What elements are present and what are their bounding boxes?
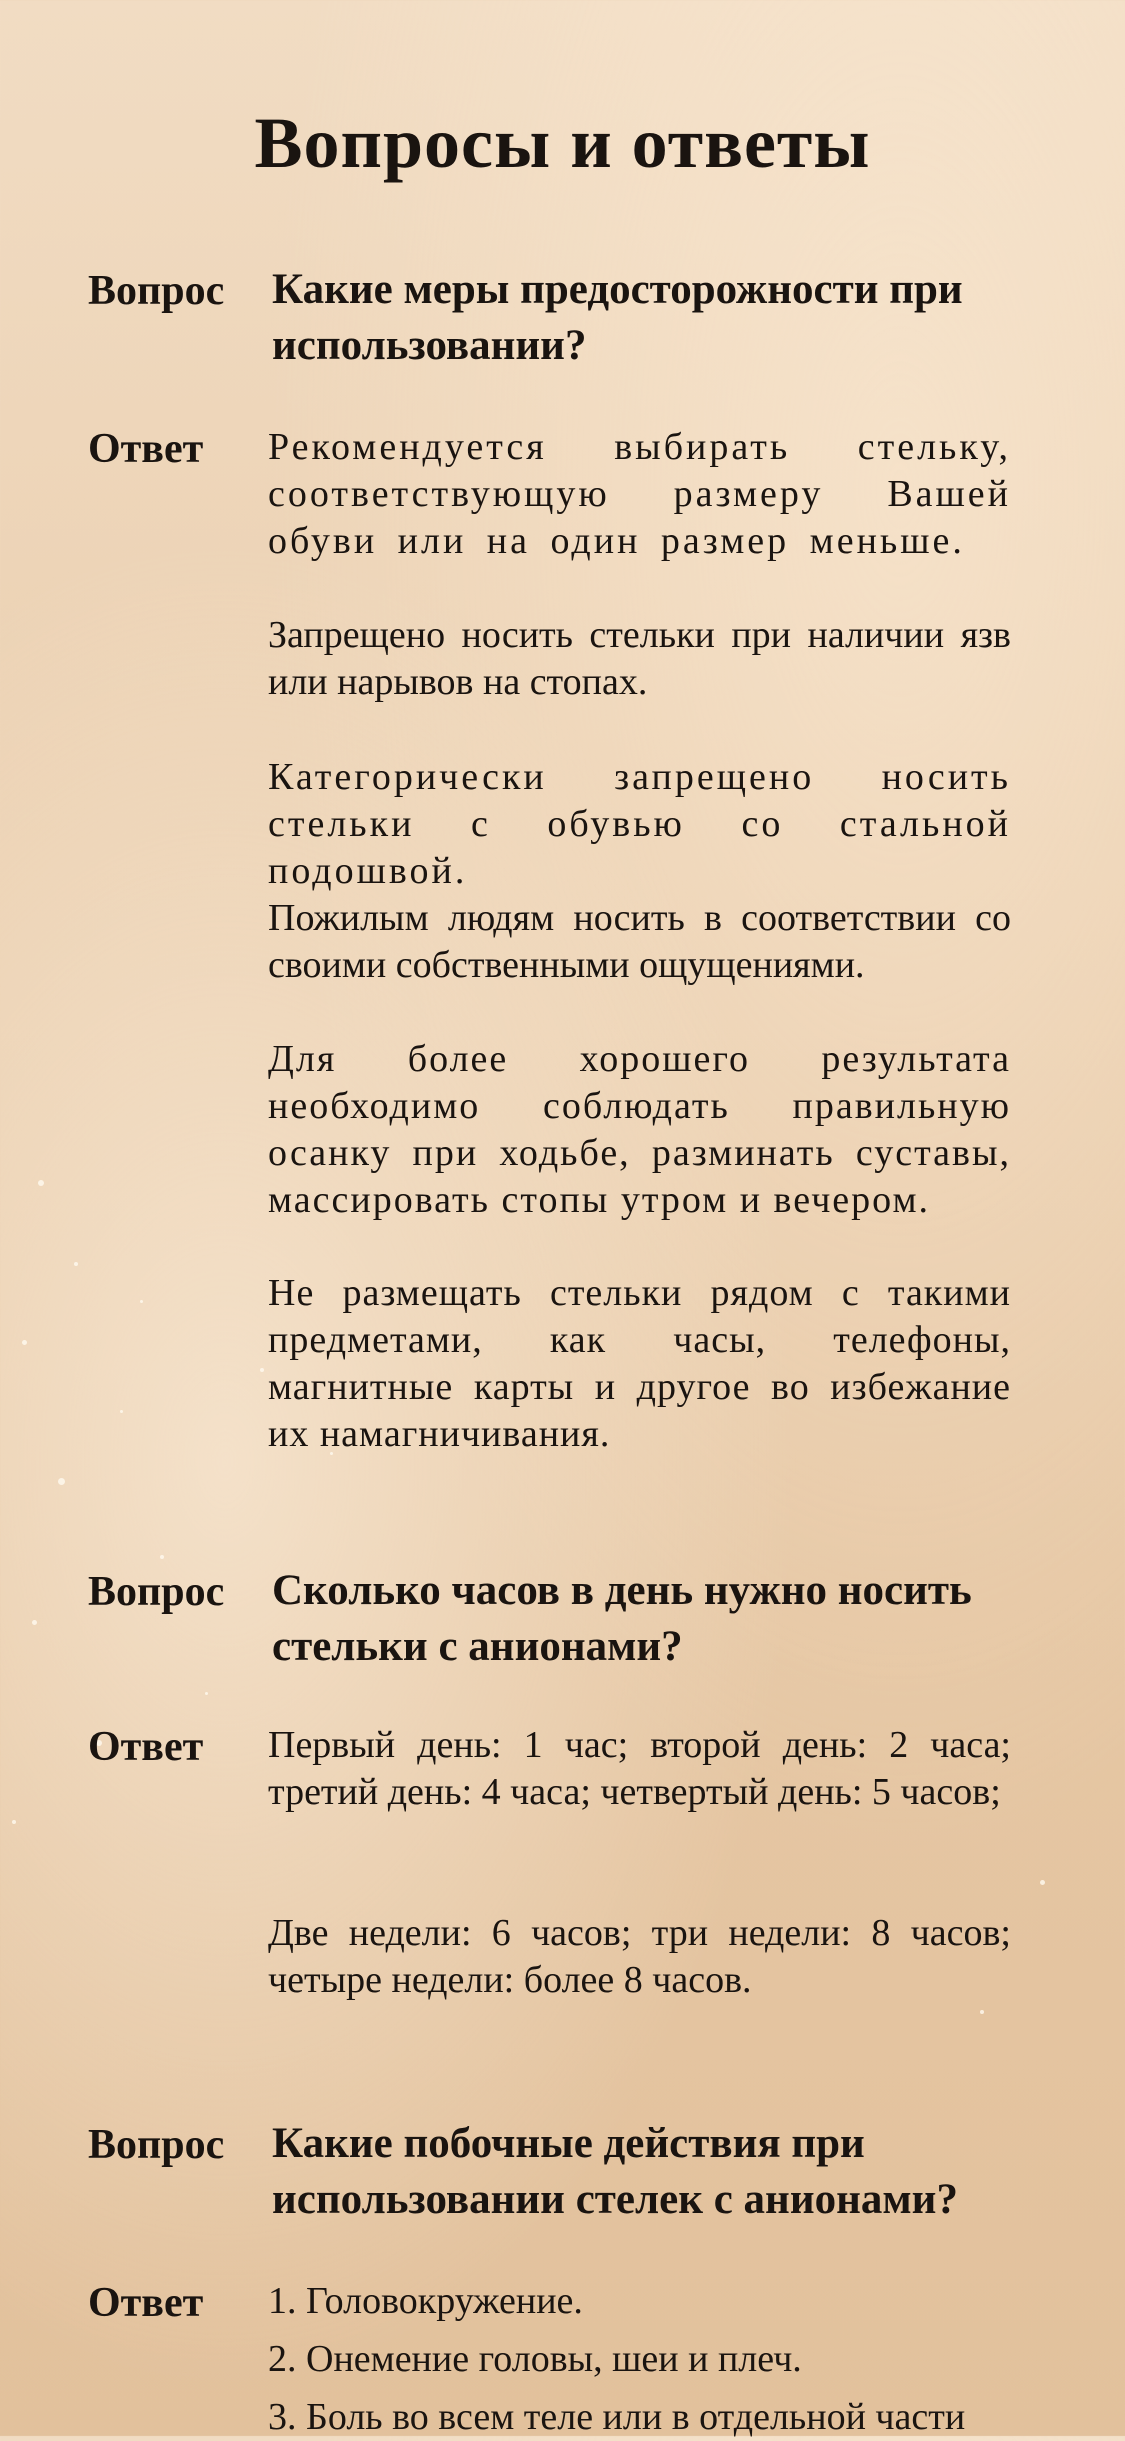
question-text-1: Какие меры предосторожности при использовании?	[272, 266, 963, 369]
question-text-2: Сколько часов в день нужно носить стельки с анионами?	[272, 1567, 972, 1670]
answer-2-paragraph-2: Две недели: 6 часов; три недели: 8 часов; четыре недели: более 8 часов.	[268, 1912, 1011, 2001]
answer-1-paragraph-1: Рекомендуется выбирать стельку, соответствующую размеру Вашей обуви или на один размер меньше.	[268, 426, 1011, 562]
answer-3-list-item-2: 2. Онемение головы, шеи и плеч.	[268, 2338, 802, 2380]
question-label-2: Вопрос	[88, 1569, 225, 1615]
answer-1-paragraph-2: Запрещено носить стельки при наличии язв или нарывов на стопах.	[268, 614, 1011, 703]
answer-3-list-item-1: 1. Головокружение.	[268, 2280, 583, 2322]
question-label-3: Вопрос	[88, 2122, 225, 2168]
answer-1-paragraph-3: Категорически запрещено носить стельки с обувью со стальной подошвой.	[268, 756, 1011, 892]
answer-1-paragraph-4: Пожилым людям носить в соответствии со своими собственными ощущениями.	[268, 897, 1011, 986]
answer-label-1: Ответ	[88, 426, 204, 472]
answer-1-paragraph-5: Для более хорошего результата необходимо соблюдать правильную осанку при ходьбе, разминать суставы, массировать стопы утром и вечером.	[268, 1038, 1011, 1221]
question-text-3: Какие побочные действия при использовании стелек с анионами?	[272, 2120, 958, 2223]
answer-label-3: Ответ	[88, 2280, 204, 2326]
answer-label-2: Ответ	[88, 1724, 204, 1770]
answer-3-list-item-3: 3. Боль во всем теле или в отдельной части	[268, 2396, 966, 2438]
answer-2-paragraph-1: Первый день: 1 час; второй день: 2 часа; третий день: 4 часа; четвертый день: 5 часов;	[268, 1724, 1011, 1813]
page-title: Вопросы и ответы	[254, 103, 871, 183]
question-label-1: Вопрос	[88, 268, 225, 314]
answer-1-paragraph-6: Не размещать стельки рядом с такими предметами, как часы, телефоны, магнитные карты и другое во избежание их намагничивания.	[268, 1272, 1011, 1455]
